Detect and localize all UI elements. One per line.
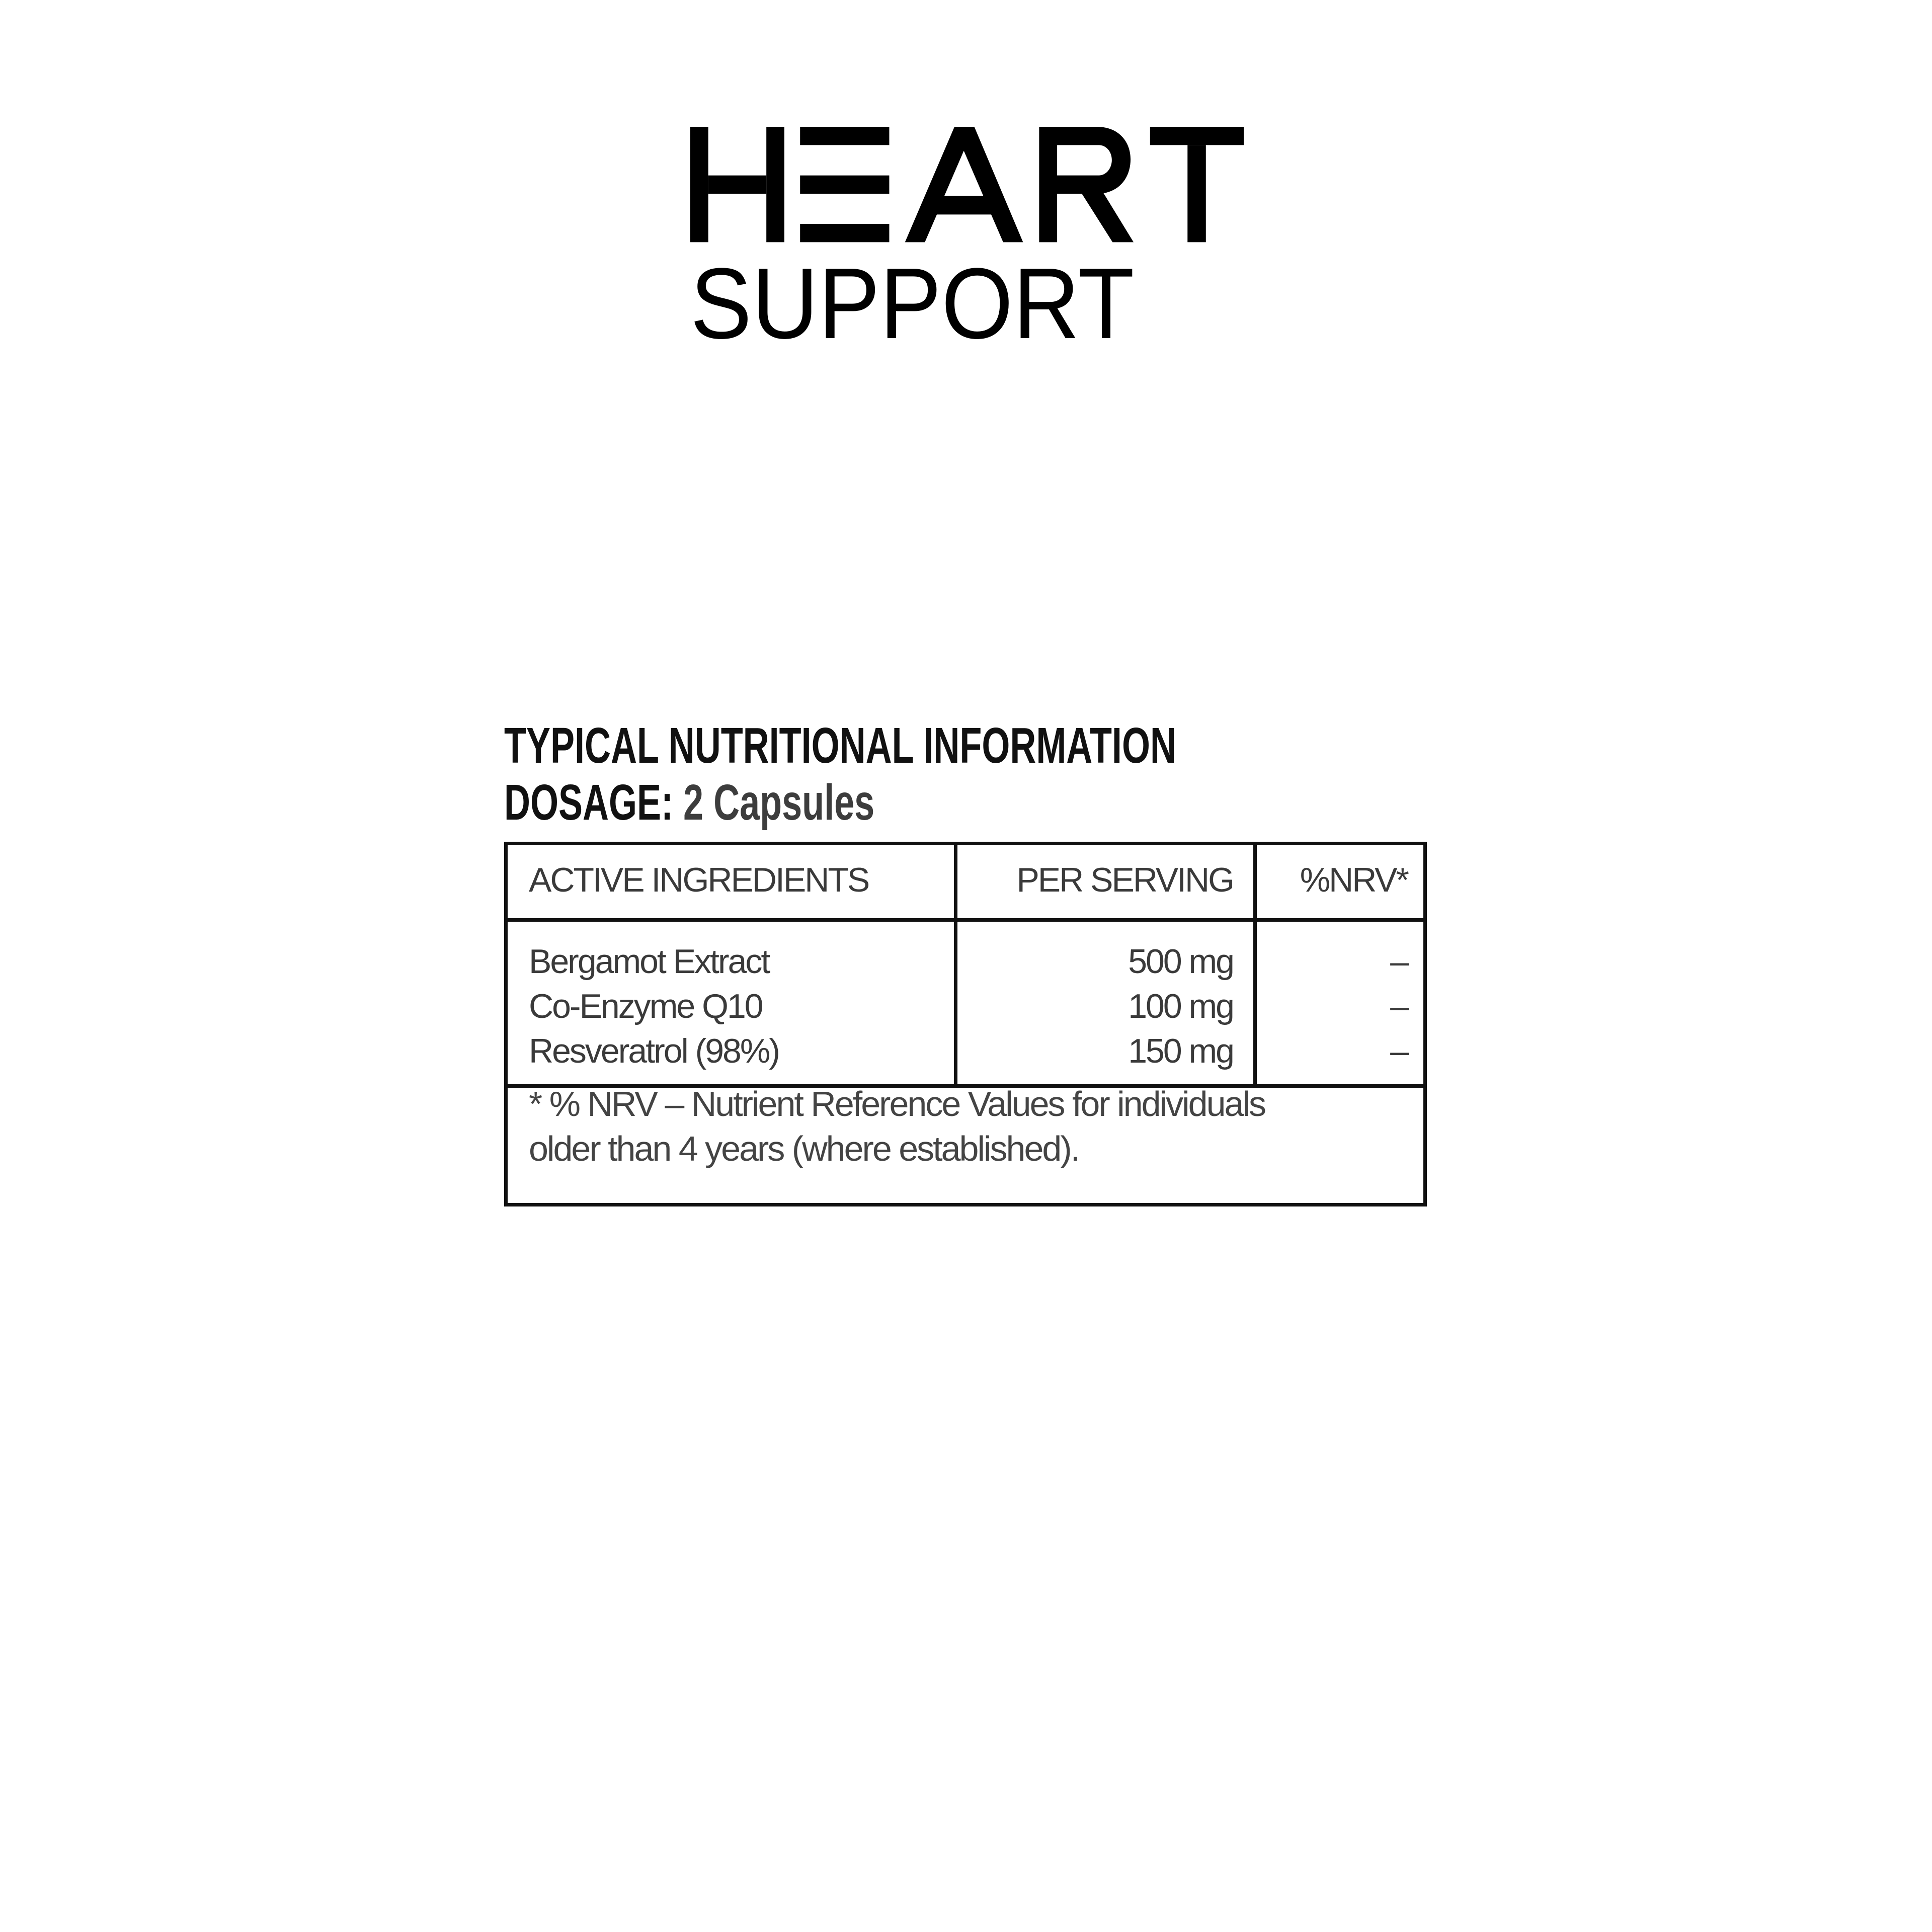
- header-divider: [508, 918, 1423, 922]
- footnote-line: * % NRV – Nutrient Reference Values for individuals: [529, 1084, 1265, 1123]
- svg-text:SUPPORT: SUPPORT: [690, 247, 1135, 360]
- dosage-value: 2 Capsules: [683, 774, 875, 831]
- per-serving-value: 500 mg: [1128, 942, 1233, 981]
- ingredient-name: Bergamot Extract: [529, 942, 769, 981]
- per-serving-column: [957, 939, 1233, 1074]
- header-nrv: %NRV*: [1300, 861, 1408, 899]
- heart-support-logo: [690, 127, 1244, 360]
- nrv-column: [1257, 939, 1408, 1074]
- nutrition-table: [504, 842, 1427, 1206]
- nrv-value: –: [1390, 942, 1408, 981]
- per-serving-value: 100 mg: [1128, 987, 1233, 1025]
- dosage-line: [504, 774, 874, 832]
- nrv-value: –: [1390, 1032, 1408, 1070]
- footnote-line: older than 4 years (where established).: [529, 1129, 1079, 1168]
- per-serving-value: 150 mg: [1128, 1032, 1233, 1070]
- dosage-label: DOSAGE:: [504, 774, 674, 831]
- column-divider: [1253, 845, 1257, 1084]
- nrv-value: –: [1390, 987, 1408, 1025]
- header-active-ingredients: ACTIVE INGREDIENTS: [529, 861, 869, 899]
- section-heading: TYPICAL NUTRITIONAL INFORMATION: [504, 717, 1176, 774]
- ingredient-column: [529, 939, 779, 1074]
- ingredient-name: Resveratrol (98%): [529, 1032, 779, 1070]
- header-per-serving: PER SERVING: [1016, 861, 1233, 899]
- ingredient-name: Co-Enzyme Q10: [529, 987, 762, 1025]
- footnote: [529, 1082, 1265, 1171]
- column-divider: [954, 845, 957, 1084]
